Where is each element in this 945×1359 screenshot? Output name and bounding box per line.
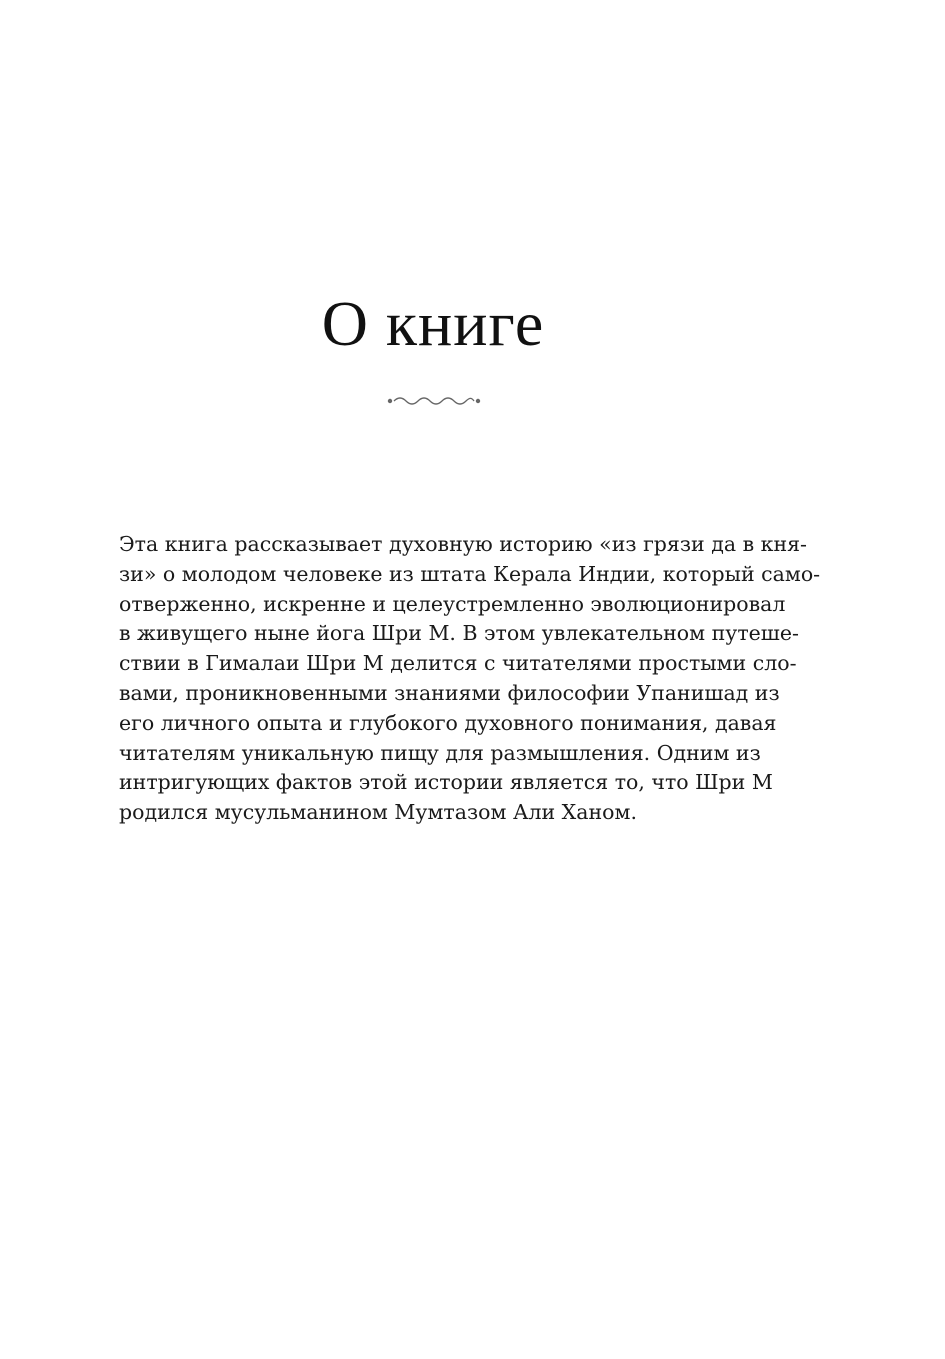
text-line: зи» о молодом человеке из штата Керала Индии, который само- — [119, 561, 821, 586]
text-line: его личного опыта и глубокого духовного понимания, давая — [119, 710, 777, 735]
text-line: родился мусульманином Мумтазом Али Ханом. — [119, 800, 637, 825]
text-line: читателям уникальную пищу для размышления. Одним из — [119, 740, 761, 765]
text-line: в живущего ныне йога Шри М. В этом увлекательном путеше- — [119, 621, 799, 646]
text-line: вами, проникновенными знаниями философии Упанишад из — [119, 680, 780, 705]
text-line: интригующих фактов этой истории является то, что Шри М — [119, 770, 773, 795]
text-line: ствии в Гималаи Шри М делится с читателями простыми сло- — [119, 651, 797, 676]
text-line: Эта книга рассказывает духовную историю «из грязи да в кня- — [119, 532, 807, 556]
body-paragraph — [119, 530, 821, 828]
chapter-title: О книге — [321, 288, 545, 359]
ornament-divider-icon — [386, 394, 482, 408]
text-line: отверженно, искренне и целеустремленно эволюционировал — [119, 591, 786, 616]
